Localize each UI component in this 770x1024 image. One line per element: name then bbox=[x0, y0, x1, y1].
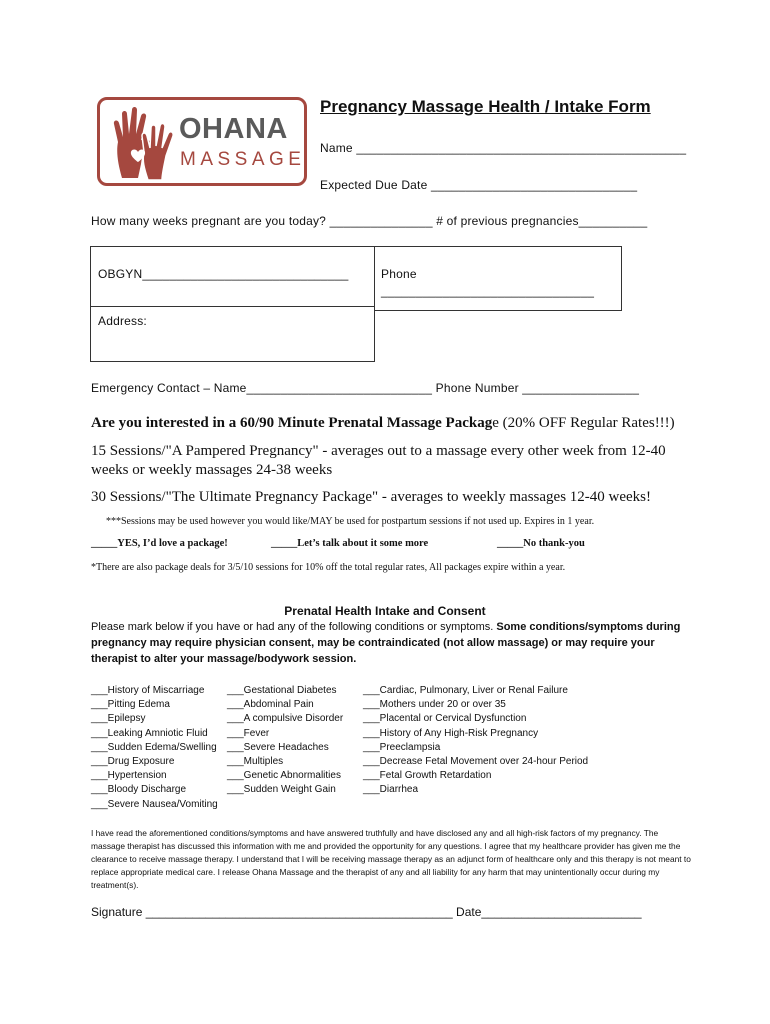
package-option-30: 30 Sessions/"The Ultimate Pregnancy Package" - averages to weekly massages 12-40 weeks! bbox=[91, 489, 652, 505]
logo-wordmark-ohana: OHANA bbox=[179, 113, 288, 145]
package-deals-note: *There are also package deals for 3/5/10 sessions for 10% off the total regular rates, All packages expire within a year. bbox=[91, 562, 566, 573]
condition-item[interactable]: ___Mothers under 20 or over 35 bbox=[363, 699, 506, 711]
name-field[interactable]: Name ________________________________________________ bbox=[320, 141, 687, 155]
condition-item[interactable]: ___Pitting Edema bbox=[91, 699, 170, 711]
condition-item[interactable]: ___Placental or Cervical Dysfunction bbox=[363, 713, 527, 725]
obgyn-address-box bbox=[90, 246, 375, 362]
due-date-field[interactable]: Expected Due Date ______________________________ bbox=[320, 178, 638, 192]
weeks-pregnant-field[interactable]: How many weeks pregnant are you today? _______________ # of previous pregnancies__________ bbox=[91, 214, 648, 228]
consent-disclaimer: I have read the aforementioned conditions/symptoms and have answered truthfully and have disclosed any and all high-risk factors of my pregnancy. The massage therapist has discussed this information with me and provided the opportunity for any questions. I agree that my healthcare provider has given me the clearance to receive massage therapy. I understand that I will be receiving massage therapy as an adjunct form of healthcare only and this therapy is not meant to replace appropriate medical care. I release Ohana Massage and the therapist of any and all liability for any harm that may unintentionally occur during my treatment(s). bbox=[91, 828, 691, 890]
conditions-column-3 bbox=[363, 684, 588, 798]
condition-item[interactable]: ___History of Miscarriage bbox=[91, 685, 205, 696]
consent-intro-bold: Some conditions/symptoms during pregnancy may require physician consent, may be contraindicated (not allow massage) or may require your therapist to alter your massage/bodywork session. bbox=[91, 621, 681, 665]
condition-item[interactable]: ___Leaking Amniotic Fluid bbox=[91, 727, 208, 739]
condition-item[interactable]: ___Bloody Discharge bbox=[91, 784, 187, 796]
box-divider bbox=[90, 306, 375, 307]
package-question-bold: Are you interested in a 60/90 Minute Prenatal Massage Packag bbox=[91, 415, 493, 431]
emergency-contact-field[interactable]: Emergency Contact – Name___________________________ Phone Number _________________ bbox=[91, 381, 640, 395]
condition-item[interactable]: ___Severe Nausea/Vomiting bbox=[91, 798, 218, 810]
condition-item[interactable]: ___Drug Exposure bbox=[91, 755, 175, 767]
package-question-end: e (20% OFF Regular Rates!!!) bbox=[492, 415, 675, 431]
condition-item[interactable]: ___History of Any High-Risk Pregnancy bbox=[363, 727, 539, 739]
condition-item[interactable]: ___Sudden Weight Gain bbox=[227, 784, 336, 796]
choice-talk[interactable]: _____Let’s talk about it some more bbox=[271, 538, 429, 549]
consent-intro-plain: Please mark below if you have or had any of the following conditions or symptoms. bbox=[91, 621, 497, 633]
condition-item[interactable]: ___Preeclampsia bbox=[363, 741, 441, 753]
hands-heart-icon bbox=[108, 104, 180, 182]
package-question bbox=[91, 414, 675, 433]
condition-item[interactable]: ___Epilepsy bbox=[91, 713, 146, 725]
conditions-column-2 bbox=[227, 684, 343, 798]
choice-no[interactable]: _____No thank-you bbox=[497, 538, 585, 549]
condition-item[interactable]: ___Sudden Edema/Swelling bbox=[91, 741, 217, 753]
form-title: Pregnancy Massage Health / Intake Form bbox=[320, 97, 651, 116]
condition-item[interactable]: ___Abdominal Pain bbox=[227, 699, 314, 711]
logo-wordmark-massage: MASSAGE bbox=[180, 149, 306, 170]
conditions-column-1 bbox=[91, 684, 218, 812]
address-label[interactable]: Address: bbox=[98, 314, 147, 328]
ohana-massage-logo bbox=[97, 97, 307, 186]
signature-date-field[interactable]: Signature ______________________________________________ Date________________________ bbox=[91, 905, 642, 919]
package-option-15: 15 Sessions/"A Pampered Pregnancy" - averages out to a massage every other week from 12-40 weeks or weekly massages 24-38 weeks bbox=[91, 443, 666, 478]
choice-yes[interactable]: _____YES, I’d love a package! bbox=[91, 538, 228, 549]
condition-item[interactable]: ___Hypertension bbox=[91, 770, 167, 782]
condition-item[interactable]: ___Gestational Diabetes bbox=[227, 685, 337, 696]
condition-item[interactable]: ___Genetic Abnormalities bbox=[227, 770, 341, 782]
condition-item[interactable]: ___Severe Headaches bbox=[227, 741, 329, 753]
condition-item[interactable]: ___Decrease Fetal Movement over 24-hour Period bbox=[363, 755, 589, 767]
condition-item[interactable]: ___Cardiac, Pulmonary, Liver or Renal Failure bbox=[363, 685, 568, 696]
consent-intro bbox=[91, 619, 681, 667]
package-note: ***Sessions may be used however you would like/MAY be used for postpartum sessions if not used up. Expires in 1 year. bbox=[106, 516, 595, 527]
condition-item[interactable]: ___Diarrhea bbox=[363, 784, 419, 796]
condition-item[interactable]: ___A compulsive Disorder bbox=[227, 713, 344, 725]
condition-item[interactable]: ___Multiples bbox=[227, 755, 284, 767]
phone-label: Phone bbox=[381, 267, 417, 281]
condition-item[interactable]: ___Fever bbox=[227, 727, 270, 739]
phone-field[interactable]: _______________________________ bbox=[381, 284, 595, 298]
consent-title: Prenatal Health Intake and Consent bbox=[284, 604, 486, 618]
condition-item[interactable]: ___Fetal Growth Retardation bbox=[363, 770, 492, 782]
obgyn-field[interactable]: OBGYN______________________________ bbox=[98, 267, 349, 281]
